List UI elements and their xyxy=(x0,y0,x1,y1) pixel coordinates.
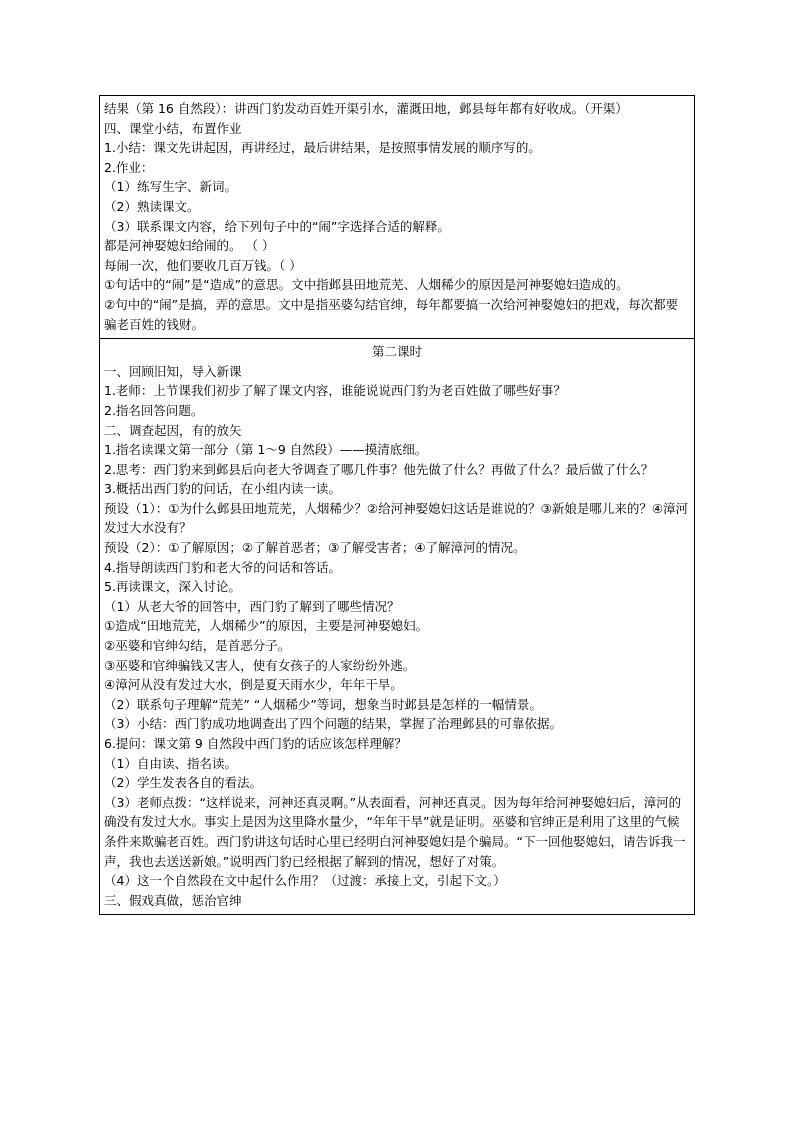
lesson-plan-table xyxy=(99,95,695,915)
section-heading: 三、假戏真做，惩治官绅 xyxy=(104,892,242,908)
text-line: 1.小结：课文先讲起因，再讲经过，最后讲结果，是按照事情发展的顺序写的。 xyxy=(104,140,541,156)
text-line: （3）联系课文内容，给下列句子中的“闹”字选择合适的解释。 xyxy=(104,218,450,234)
text-line: 2.作业： xyxy=(104,159,154,175)
section-heading: 四、课堂小结，布置作业 xyxy=(104,120,242,136)
lesson-heading: 第二课时 xyxy=(371,344,422,360)
table-row xyxy=(100,339,695,915)
text-line: 结果（第 16 自然段）：讲西门豹发动百姓开渠引水，灌溉田地，邺县每年都有好收成。（开渠） xyxy=(104,101,628,116)
table-row xyxy=(100,96,695,339)
text-line: 预设（1）：①为什么邺县田地荒芜，人烟稀少？②给河神娶媳妇这话是谁说的？③新娘是哪儿来的？④漳河发过大水没有？ xyxy=(104,500,689,536)
section-heading: 一、回顾旧知，导入新课 xyxy=(104,363,242,379)
text-line: ②巫婆和官绅勾结，是首恶分子。 xyxy=(104,638,291,654)
text-line: ③巫婆和官绅骗钱又害人，使有女孩子的人家纷纷外逃。 xyxy=(104,657,416,673)
text-line: 3.概括出西门豹的问话，在小组内读一读。 xyxy=(104,481,341,497)
text-line: （1）从老大爷的回答中，西门豹了解到了哪些情况？ xyxy=(104,598,400,614)
text-line: （2）熟读课文。 xyxy=(104,198,200,214)
text-line: 2.思考：西门豹来到邺县后向老大爷调查了哪几件事？他先做了什么？再做了什么？最后做了什么？ xyxy=(104,461,654,477)
text-line: （2）学生发表各自的看法。 xyxy=(104,775,262,791)
text-line: 1.老师：上节课我们初步了解了课文内容，谁能说说西门豹为老百姓做了哪些好事？ xyxy=(104,383,566,399)
text-line: ①句话中的“闹”是“造成”的意思。文中指邺县田地荒芜、人烟稀少的原因是河神娶媳妇造成的。 xyxy=(104,277,629,293)
text-line: （2）联系句子理解“荒芜” “人烟稀少”等词，想象当时邺县是怎样的一幅情景。 xyxy=(104,696,542,712)
text-line: 都是河神娶媳妇给闹的。 （ ） xyxy=(104,238,275,254)
text-line: （1）练写生字、新词。 xyxy=(104,179,237,195)
text-line: 6.提问：课文第 9 自然段中西门豹的话应该怎样理解？ xyxy=(104,736,407,751)
text-line: （3）小结：西门豹成功地调查出了四个问题的结果，掌握了治理邺县的可靠依据。 xyxy=(104,716,562,732)
text-line: 5.再读课文，深入讨论。 xyxy=(104,579,241,595)
text-line: （4）这一个自然段在文中起什么作用？（过渡：承接上文，引起下文。） xyxy=(104,873,506,889)
text-line: ②句中的“闹”是搞，弄的意思。文中是指巫婆勾结官绅，每年都要搞一次给河神娶媳妇的把戏，每次都要骗老百姓的钱财。 xyxy=(104,296,679,332)
text-line: ①造成“田地荒芜，人烟稀少”的原因，主要是河神娶媳妇。 xyxy=(104,618,429,634)
text-line: 预设（2）：①了解原因；②了解首恶者；③了解受害者；④了解漳河的情况。 xyxy=(104,540,526,556)
text-line: 4.指导朗读西门豹和老大爷的问话和答话。 xyxy=(104,559,341,575)
text-line: 1.指名读课文第一部分（第 1～9 自然段）——摸清底细。 xyxy=(104,442,428,458)
text-line: （3）老师点拨：“这样说来，河神还真灵啊。”从表面看，河神还真灵。因为每年给河神娶媳妇后，漳河的确没有发过大水。事实上是因为这里降水量少，“年年干旱”就是证明。巫婆和官绅正是利用了这里的气候条件来欺骗老百姓。西门豹讲这句话时心里已经明白河神娶媳妇是个骗局。“下一回他娶媳妇，请告诉我一声，我也去送送新娘。”说明西门豹已经根据了解到的情况，想好了对策。 xyxy=(104,794,686,869)
section-heading: 二、调查起因，有的放矢 xyxy=(104,422,242,438)
text-line: （1）自由读、指名读。 xyxy=(104,755,237,771)
text-line: 2.指名回答问题。 xyxy=(104,402,204,418)
text-line: ④漳河从没有发过大水，倒是夏天雨水少，年年干旱。 xyxy=(104,677,403,693)
second-lesson-cell xyxy=(100,339,695,915)
text-line: 每闹一次，他们要收几百万钱。（ ） xyxy=(104,257,302,273)
homework-cell xyxy=(100,96,695,339)
